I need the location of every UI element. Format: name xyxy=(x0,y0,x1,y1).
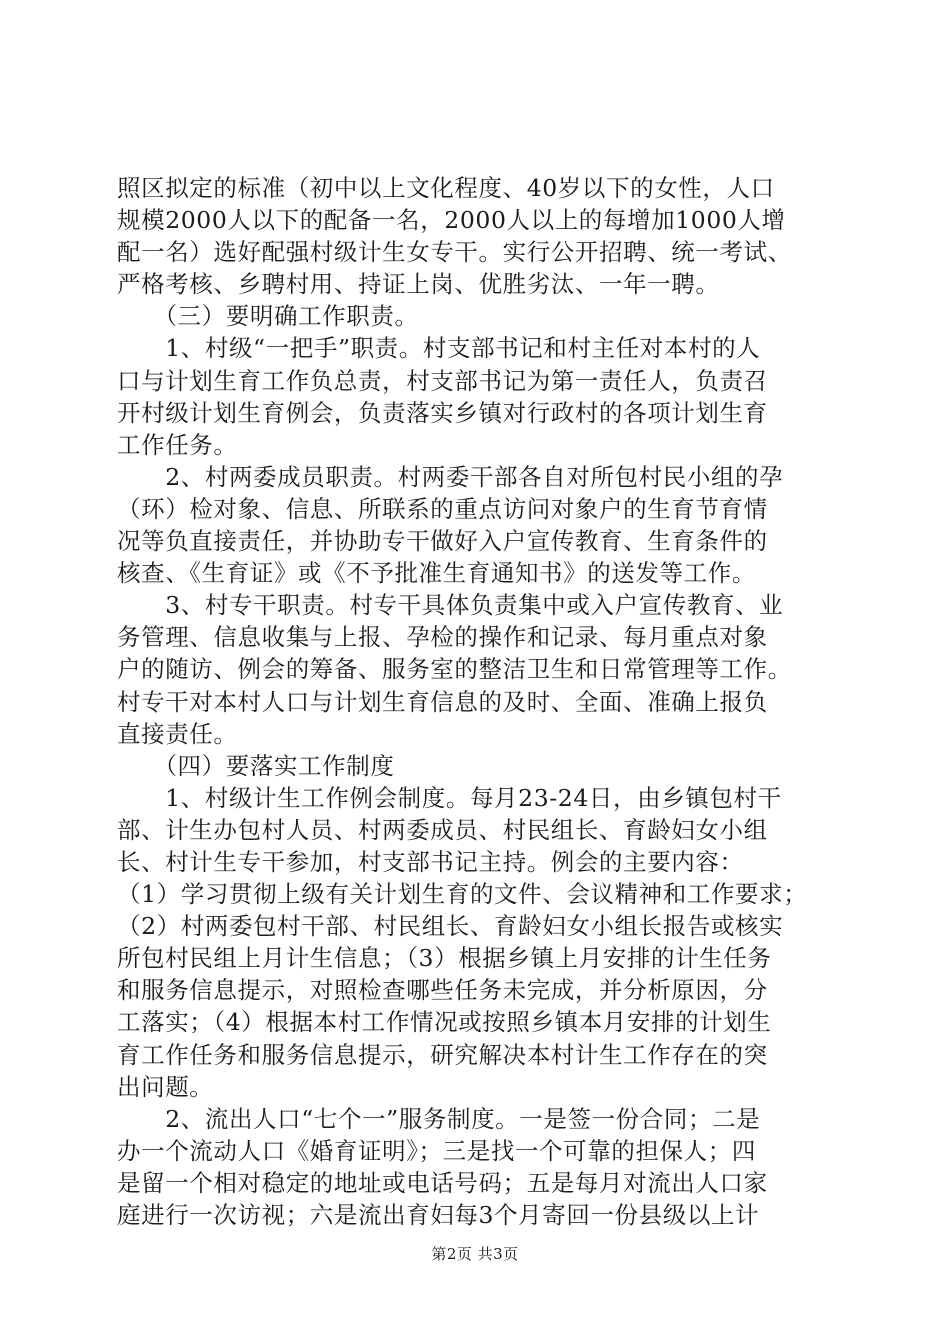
text-line: 长、村计生专干参加，村支部书记主持。例会的主要内容： xyxy=(117,847,744,876)
text-line: 户的随访、例会的筹备、服务室的整洁卫生和日常管理等工作。 xyxy=(117,655,792,684)
text-line: 部、计生办包村人员、村两委成员、村民组长、育龄妇女小组 xyxy=(117,815,768,844)
text-line: 是留一个相对稳定的地址或电话号码；五是每月对流出人口家 xyxy=(117,1168,768,1197)
text-line: 开村级计划生育例会，负责落实乡镇对行政村的各项计划生育 xyxy=(117,398,768,427)
text-line: 2、村两委成员职责。村两委干部各自对所包村民小组的孕 xyxy=(117,462,784,491)
text-line: 办一个流动人口《婚育证明》；三是找一个可靠的担保人；四 xyxy=(117,1136,756,1165)
text-line: 庭进行一次访视；六是流出育妇每3个月寄回一份县级以上计 xyxy=(117,1201,760,1229)
text-line: 出问题。 xyxy=(117,1072,214,1101)
text-line: 和服务信息提示，对照检查哪些任务未完成，并分析原因，分 xyxy=(117,976,768,1005)
text-line: 1、村级“一把手”职责。村支部书记和村主任对本村的人 xyxy=(117,334,761,363)
text-line: 直接责任。 xyxy=(117,719,238,748)
text-line: 务管理、信息收集与上报、孕检的操作和记录、每月重点对象 xyxy=(117,623,768,652)
text-line: 口与计划生育工作负总责，村支部书记为第一责任人，负责召 xyxy=(117,366,768,395)
text-line: 村专干对本村人口与计划生育信息的及时、全面、准确上报负 xyxy=(117,687,768,716)
text-line: （1）学习贯彻上级有关计划生育的文件、会议精神和工作要求； xyxy=(117,880,808,909)
text-line: 照区拟定的标准（初中以上文化程度、40岁以下的女性，人口 xyxy=(117,174,775,202)
text-line: 育工作任务和服务信息提示，研究解决本村计生工作存在的突 xyxy=(117,1040,768,1069)
text-line: （2）村两委包村干部、村民组长、育龄妇女小组长报告或核实 xyxy=(117,912,784,941)
document-body xyxy=(117,172,837,1231)
text-line: （四）要落实工作制度 xyxy=(117,751,395,780)
text-line: 核查、《生育证》或《不予批准生育通知书》的送发等工作。 xyxy=(117,559,756,588)
text-line: （三）要明确工作职责。 xyxy=(117,302,419,331)
text-line: 配一名）选好配强村级计生女专干。实行公开招聘、统一考试、 xyxy=(117,238,792,267)
text-line: 况等负直接责任，并协助专干做好入户宣传教育、生育条件的 xyxy=(117,527,768,556)
text-line: 3、村专干职责。村专干具体负责集中或入户宣传教育、业 xyxy=(117,591,784,620)
text-line: 工作任务。 xyxy=(117,430,238,459)
text-line: （环）检对象、信息、所联系的重点访问对象户的生育节育情 xyxy=(117,494,768,523)
text-line: 1、村级计生工作例会制度。每月23-24日，由乡镇包村干 xyxy=(117,783,782,812)
text-line: 规模2000人以下的配备一名，2000人以上的每增加1000人增 xyxy=(117,206,786,235)
text-line: 所包村民组上月计生信息；（3）根据乡镇上月安排的计生任务 xyxy=(117,944,772,973)
text-line: 工落实；（4）根据本村工作情况或按照乡镇本月安排的计划生 xyxy=(117,1008,772,1037)
page-footer: 第2页 共3页 xyxy=(431,1245,519,1263)
text-line: 2、流出人口“七个一”服务制度。一是签一份合同；二是 xyxy=(117,1104,761,1133)
text-line: 严格考核、乡聘村用、持证上岗、优胜劣汰、一年一聘。 xyxy=(117,270,720,299)
